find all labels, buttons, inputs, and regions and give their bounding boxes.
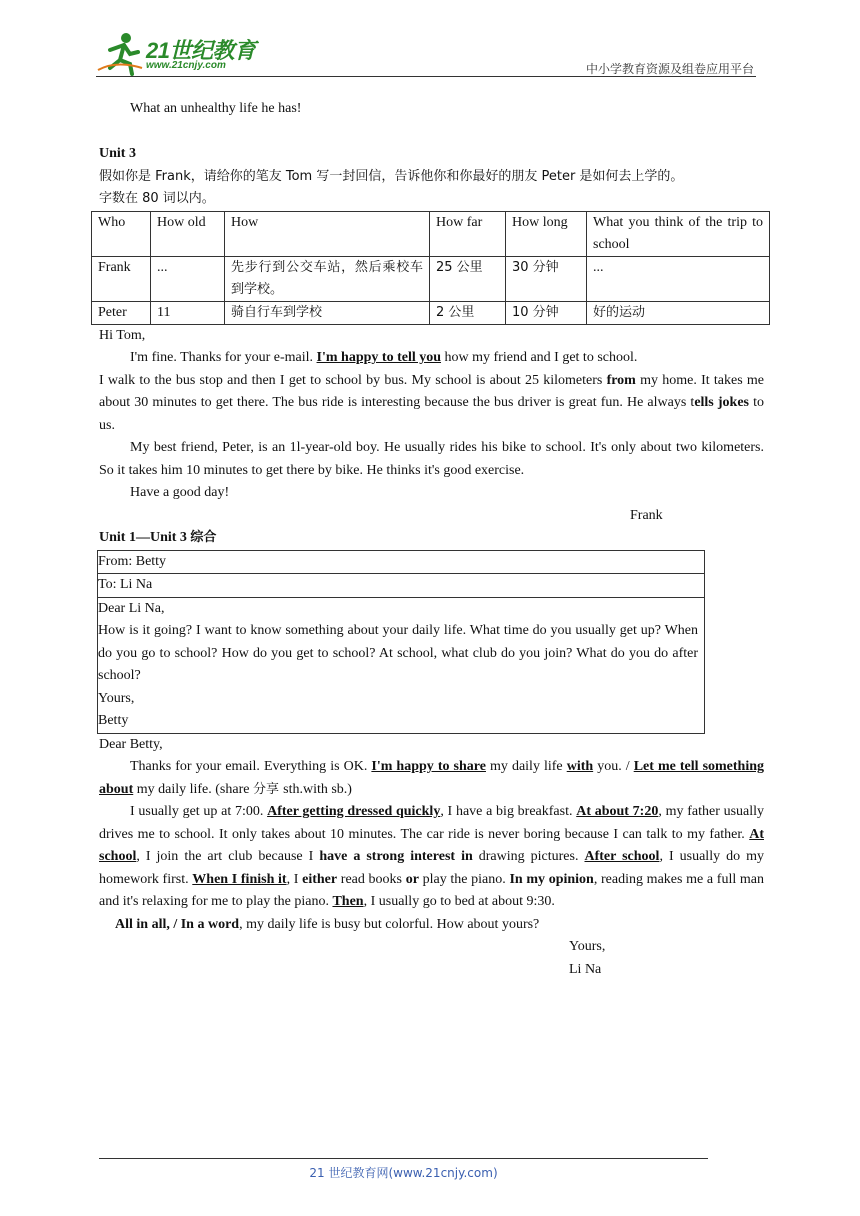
letter-paragraph: I'm fine. Thanks for your e-mail. I'm happy to tell you how my friend and I get to school. bbox=[130, 350, 638, 365]
unit3-task-line1: 假如你是 Frank，请给你的笔友 Tom 写一封回信，告诉他你和你最好的朋友 Peter 是如何去上学的。 bbox=[99, 168, 684, 184]
table-header-cell: How far bbox=[430, 211, 506, 256]
combo-title: Unit 1—Unit 3 综合 bbox=[99, 530, 217, 545]
table-header-cell: How long bbox=[506, 211, 587, 256]
header-divider bbox=[96, 76, 756, 77]
table-cell: 骑自行车到学校 bbox=[225, 301, 430, 324]
table-cell: 好的运动 bbox=[587, 301, 770, 324]
site-logo bbox=[96, 30, 296, 76]
intro-line: What an unhealthy life he has! bbox=[130, 101, 302, 116]
table-cell: 先步行到公交车站，然后乘校车到学校。 bbox=[225, 256, 430, 301]
table-cell: Frank bbox=[92, 256, 151, 301]
table-cell: ... bbox=[151, 256, 225, 301]
table-header-cell: What you think of the trip to school bbox=[587, 211, 770, 256]
table-header-cell: How old bbox=[151, 211, 225, 256]
table-cell: 2 公里 bbox=[430, 301, 506, 324]
unit3-task-line2: 字数在 80 词以内。 bbox=[99, 191, 215, 206]
runner-logo-icon bbox=[96, 30, 144, 76]
letter-closing: Have a good day! bbox=[130, 485, 230, 500]
email-body: Dear Li Na, How is it going? I want to know something about your daily life. What time do you usually get up? When do you go to school? How do you get to school? At school, what club do you join? What do you do after school? Yours, Betty bbox=[98, 597, 705, 733]
reply-closing: Yours, bbox=[569, 939, 606, 954]
page-header bbox=[96, 30, 756, 78]
table-cell: 10 分钟 bbox=[506, 301, 587, 324]
logo-url: www.21cnjy.com bbox=[146, 60, 226, 71]
platform-name: 中小学教育资源及组卷应用平台 bbox=[585, 62, 754, 76]
table-cell: ... bbox=[587, 256, 770, 301]
email-box bbox=[97, 550, 705, 734]
table-row bbox=[92, 301, 770, 324]
unit3-title: Unit 3 bbox=[99, 146, 136, 161]
info-table bbox=[91, 211, 770, 325]
letter-signature: Frank bbox=[630, 507, 663, 523]
table-cell: Peter bbox=[92, 301, 151, 324]
reply-paragraph: All in all, / In a word, my daily life is busy but colorful. How about yours? bbox=[115, 916, 540, 932]
reply-paragraph: Thanks for your email. Everything is OK. I'm happy to share my daily life with you. / Let me tell something about my daily life. (share 分享 sth.with sb.) bbox=[99, 759, 765, 797]
reply-paragraph: I usually get up at 7:00. After getting dressed quickly, I have a big breakfast. At about 7:20, my father usually drives me to school. It only takes about 10 minutes. The car ride is never boring because I can talk to my father. At school, I join the art club because I have a strong interest in drawing pictures. After school, I usually do my homework first. When I finish it, I either read books or play the piano. In my opinion, reading makes me a full man and it's relaxing for me to play the piano. Then, I usually go to bed at about 9:30. bbox=[99, 804, 765, 909]
email-from: From: Betty bbox=[98, 550, 705, 574]
table-cell: 30 分钟 bbox=[506, 256, 587, 301]
letter-paragraph: I walk to the bus stop and then I get to school by bus. My school is about 25 kilometers from my home. It takes me about 30 minutes to get there. The bus ride is interesting because the bus driver is great fun. He always tells jokes to us. bbox=[99, 372, 764, 433]
footer-divider bbox=[99, 1158, 708, 1159]
table-header-row bbox=[92, 211, 770, 256]
reply-signature: Li Na bbox=[569, 961, 602, 977]
document-body bbox=[99, 98, 764, 981]
letter-paragraph: My best friend, Peter, is an 1l-year-old boy. He usually rides his bike to school. It's only about two kilometers. So it takes him 10 minutes to get there by bike. He thinks it's good exercise. bbox=[99, 440, 764, 478]
table-header-cell: Who bbox=[92, 211, 151, 256]
page-footer: 21 世纪教育网(www.21cnjy.com) bbox=[309, 1166, 498, 1180]
logo-text: 21世纪教育 bbox=[146, 38, 256, 63]
reply-greeting: Dear Betty, bbox=[99, 736, 163, 752]
table-cell: 25 公里 bbox=[430, 256, 506, 301]
table-cell: 11 bbox=[151, 301, 225, 324]
table-header-cell: How bbox=[225, 211, 430, 256]
table-row bbox=[92, 256, 770, 301]
email-to: To: Li Na bbox=[98, 574, 705, 598]
letter-greeting: Hi Tom, bbox=[99, 327, 146, 343]
